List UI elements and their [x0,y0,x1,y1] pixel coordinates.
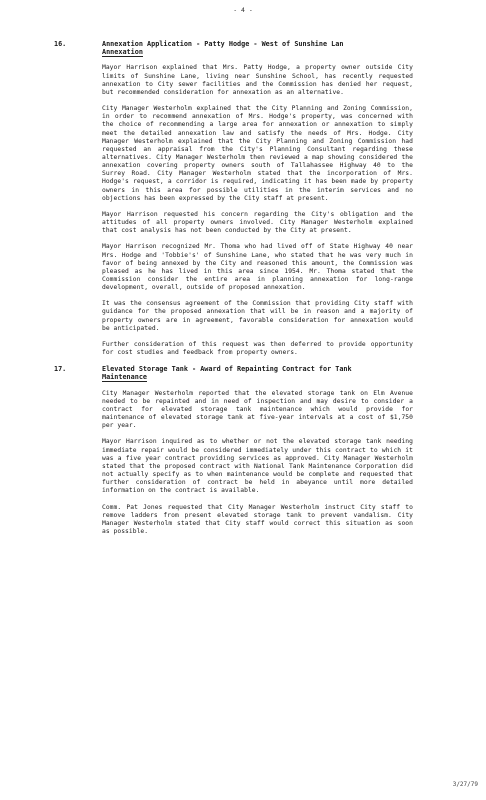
item-number: 17. [54,365,67,374]
item-number: 16. [54,40,67,48]
item-title [102,365,413,381]
footer-mark: 3/27/79 [452,781,478,788]
paragraph: Mayor Harrison inquired as to whether or not the elevated storage tank needing immediate repair would be considered immediately under this contract to which it was a five year contract providing services as approved. City Manager Westerholm stated that the proposed contract with National Tank Maintenance Corporation did not actually specify as to when maintenance would be complete and requested that further consideration of contract be held in abeyance until more detailed information on the contract is available. [102,438,413,495]
paragraph: Mayor Harrison recognized Mr. Thoma who had lived off of State Highway 40 near Mrs. Hodge and 'Tobbie's' of Sunshine Lane, who stated that he was very much in favor of being annexed by the City and reasoned this amount, the Commission was pleased as he has lived in this area since 1954. Mr. Thoma stated that the Commission consider the entire area in planning annexation for long-range development, overall, outside of proposed annexation. [102,243,413,292]
paragraph: City Manager Westerholm explained that the City Planning and Zoning Commission, in order to recommend annexation of Mrs. Hodge's property, was concerned with the choice of recommending a large area for annexation or annexation to simply meet the detailed annexation law and satisfy the needs of Mrs. Hodge. City Manager Westerholm explained that the City Planning and Zoning Commission had requested an appraisal from the City's Planning Consultant regarding these alternatives. City Manager Westerholm then reviewed a map showing considered the annexation covering property owners south of Tallahassee Highway 40 to the Surrey Road. City Manager Westerholm stated that the incorporation of Mrs. Hodge's request, a corridor is required, indicating it has been made by property owners in this area for possible utilities in the interim services and no objections has been expressed by the City staff at present. [102,105,413,202]
item-title-line-2: Maintenance [102,373,148,382]
item-title [102,40,413,56]
agenda-item-17 [54,365,413,536]
paragraph: City Manager Westerholm reported that the elevated storage tank on Elm Avenue needed to be repainted and in need of inspection and may desire to consider a contract for elevated storage tank maintenance which would provide for maintenance of elevated storage tank at five-year intervals at a cost of $1,750 per year. [102,389,413,430]
paragraph: Mayor Harrison requested his concern regarding the City's obligation and the attitudes of all property owners involved. City Manager Westerholm explained that cost analysis has not been conducted by the City at present. [102,210,413,235]
item-title-line-1: Annexation Application - Patty Hodge - West of Sunshine Lan [102,40,344,48]
document-body [54,40,413,544]
item-title-line-2: Annexation [102,48,143,57]
page-number: - 4 - [233,6,253,14]
paragraph: Mayor Harrison explained that Mrs. Patty Hodge, a property owner outside City limits of Sunshine Lane, living near Sunshine School, has recently requested annexation to City sewer facilities and the Commission has denied her request, but recommended consideration for annexation as an alternative. [102,64,413,96]
paragraph: Further consideration of this request was then deferred to provide opportunity for cost studies and feedback from property owners. [102,340,413,357]
paragraph: It was the consensus agreement of the Commission that providing City staff with guidance for the proposed annexation that will be in reason and a majority of property owners are in agreement, favorable consideration for annexation would be anticipated. [102,300,413,332]
agenda-item-16 [54,40,413,357]
item-title-line-1: Elevated Storage Tank - Award of Repainting Contract for Tank [102,365,352,374]
paragraph: Comm. Pat Jones requested that City Manager Westerholm instruct City staff to remove ladders from present elevated storage tank to prevent vandalism. City Manager Westerholm stated that City staff would correct this situation as soon as possible. [102,503,413,535]
